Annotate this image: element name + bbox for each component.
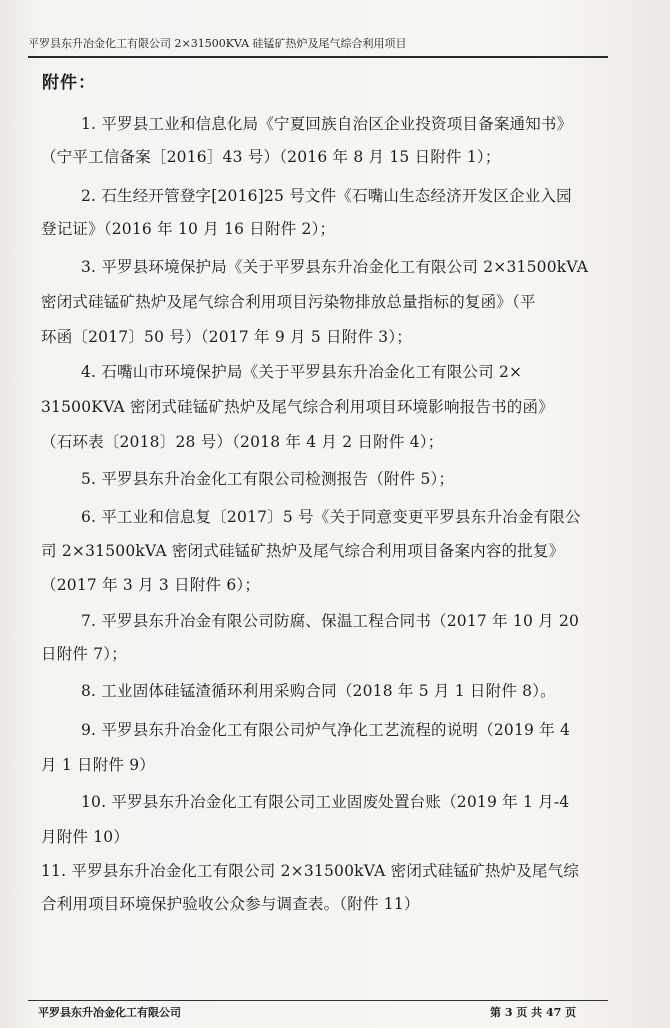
footer-rule <box>28 1000 608 1001</box>
attachment-item <box>41 713 606 783</box>
attachment-item-line: 7. 平罗县东升冶金有限公司防腐、保温工程合同书（2017 年 10 月 20 <box>81 612 580 630</box>
attachment-item-line: 3. 平罗县环境保护局《关于平罗县东升冶金化工有限公司 2×31500kVA <box>81 258 589 276</box>
attachment-item <box>41 250 606 355</box>
attachment-item-line: 月附件 10） <box>41 828 130 846</box>
attachment-item-line: 2. 石生经开管登字[2016]25 号文件《石嘴山生态经济开发区企业入园 <box>81 187 572 205</box>
attachment-item-line: 合利用项目环境保护验收公众参与调查表。（附件 11） <box>41 895 420 913</box>
attachment-item-line: 8. 工业固体硅锰渣循环利用采购合同（2018 年 5 月 1 日附件 8）。 <box>81 682 556 700</box>
footer-company: 平罗县东升冶金化工有限公司 <box>38 1006 181 1019</box>
attachment-item-line: 9. 平罗县东升冶金化工有限公司炉气净化工艺流程的说明（2019 年 4 <box>81 721 571 739</box>
attachment-item-line: 月 1 日附件 9） <box>41 756 156 774</box>
header-rule <box>28 56 608 58</box>
attachment-item-line: 5. 平罗县东升冶金化工有限公司检测报告（附件 5）； <box>81 470 455 488</box>
attachment-item-line: 11. 平罗县东升冶金化工有限公司 2×31500kVA 密闭式硅锰矿热炉及尾气综 <box>41 862 580 880</box>
attachment-item <box>41 463 606 496</box>
attachment-item-line: 1. 平罗县工业和信息化局《宁夏回族自治区企业投资项目备案通知书》 <box>81 115 573 133</box>
attachment-item-line: （2017 年 3 月 3 日附件 6）； <box>41 576 261 594</box>
attachment-item <box>41 785 606 855</box>
attachment-item <box>41 675 606 708</box>
attachment-item <box>41 108 606 174</box>
attachment-item <box>41 180 606 246</box>
attachments-heading: 附件： <box>42 73 96 93</box>
attachment-item <box>41 855 606 921</box>
attachment-item <box>41 500 606 602</box>
footer-page-number: 第 3 页 共 47 页 <box>490 1006 577 1019</box>
attachment-item-line: 31500KVA 密闭式硅锰矿热炉及尾气综合利用项目环境影响报告书的函》 <box>41 398 554 416</box>
attachment-item-line: （宁平工信备案［2016］43 号）（2016 年 8 月 15 日附件 1）； <box>41 148 501 166</box>
page-header: 平罗县东升冶金化工有限公司 2×31500KVA 硅锰矿热炉及尾气综合利用项目 <box>28 37 407 50</box>
attachment-item-line: 密闭式硅锰矿热炉及尾气综合利用项目污染物排放总量指标的复函》（平 <box>41 293 536 311</box>
attachment-item-line: 10. 平罗县东升冶金化工有限公司工业固废处置台账（2019 年 1 月-4 <box>81 793 570 811</box>
attachment-item-line: 登记证》（2016 年 10 月 16 日附件 2）； <box>41 220 336 238</box>
attachment-item-line: 司 2×31500kVA 密闭式硅锰矿热炉及尾气综合利用项目备案内容的批复》 <box>41 542 565 560</box>
attachment-item-line: 日附件 7）； <box>41 645 127 663</box>
attachment-item-line: （石环表〔2018〕28 号）（2018 年 4 月 2 日附件 4）； <box>41 433 444 451</box>
attachment-item <box>41 605 606 671</box>
attachment-item <box>41 355 606 460</box>
attachment-item-line: 6. 平工业和信息复〔2017〕5 号《关于同意变更平罗县东升冶金有限公 <box>81 508 581 526</box>
attachment-item-line: 环函〔2017〕50 号）（2017 年 9 月 5 日附件 3）； <box>41 328 412 346</box>
attachment-item-line: 4. 石嘴山市环境保护局《关于平罗县东升冶金化工有限公司 2× <box>81 363 523 381</box>
